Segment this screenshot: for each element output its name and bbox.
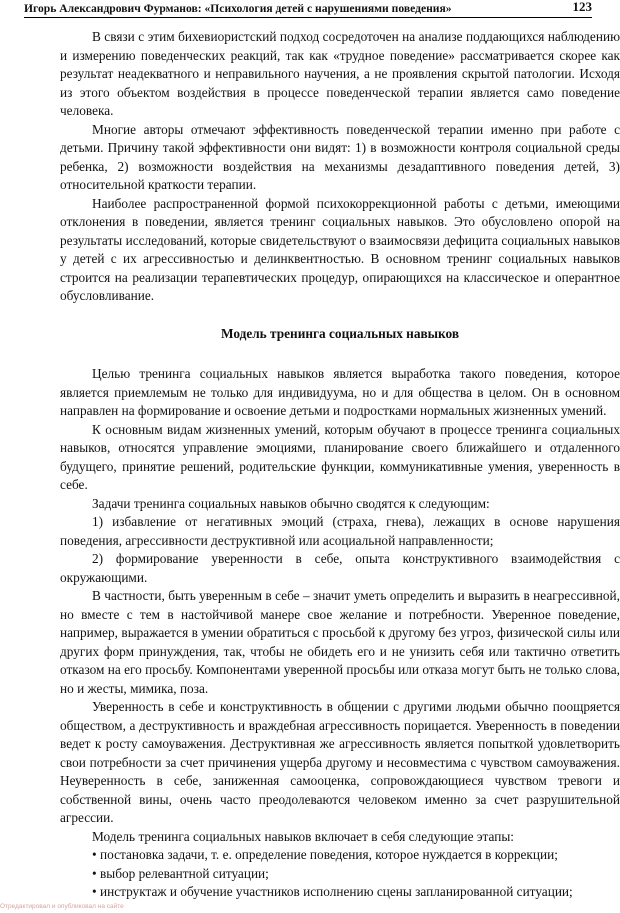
list-item: • постановка задачи, т. е. определение поведения, которое нуждается в коррекции; xyxy=(92,847,558,862)
paragraph: Уверенность в себе и конструктивность в общении с другими людьми обычно поощряется обществом, а деструктивность и враждебная агрессивность порицается. Уверенность в поведении ведет к росту самоуважения. Деструктивная же агрессивность является попыткой удовлетворить свои потребности за счет причинения ущерба другому и несовместима с чувством самоуважения. Неуверенность в себе, заниженная самооценка, сопровождающиеся чувством тревоги и собственной вины, очень часто преодолеваются человеком именно за счет разрушительной агрессии. xyxy=(60,699,620,825)
running-title: Игорь Александрович Фурманов: «Психология детей с нарушениями поведения» xyxy=(24,2,452,15)
page-body xyxy=(60,28,620,902)
paragraph: Целью тренинга социальных навыков является выработка такого поведения, которое является приемлемым не только для индивидуума, но и для общества в целом. Он в основном направлен на формирование и освоение детьми и подростками нормальных жизненных умений. xyxy=(60,366,620,418)
page-number: 123 xyxy=(572,0,592,14)
section-heading: Модель тренинга социальных навыков xyxy=(220,325,460,341)
paragraph: Модель тренинга социальных навыков включает в себя следующие этапы: xyxy=(92,828,515,844)
list-item: • инструктаж и обучение участников исполнению сцены запланированной ситуации; xyxy=(92,884,573,899)
paragraph: В связи с этим бихевиористский подход сосредоточен на анализе поддающихся наблюдению и измерению поведенческих реакций, так как «трудное поведение» рассматривается скорее как результат неадекватного и неправильного научения, а не проявления скрытой патологии. Исходя из этого объектом воздействия в процессе поведенческой терапии является само поведение человека. xyxy=(60,29,620,118)
footer-text: Отредактировал и опубликовал на сайте xyxy=(0,903,124,910)
paragraph: Задачи тренинга социальных навыков обычно сводятся к следующим: xyxy=(92,495,490,511)
paragraph: 2) формирование уверенности в себе, опыта конструктивного взаимодействия с окружающими. xyxy=(60,551,620,585)
paragraph: В частности, быть уверенным в себе – значит уметь определить и выразить в неагрессивной, но вместе с тем в настойчивой манере свое желание и потребности. Уверенное поведение, например, выражается в умении обратиться с просьбой к другому без угроз, физической силы или других форм принуждения, так, чтобы не обидеть его и не унизить себя или тактично ответить отказом на его просьбу. Компонентами уверенной просьбы или отказа могут быть не только слова, но и жесты, мимика, поза. xyxy=(60,588,620,696)
paragraph: Многие авторы отмечают эффективность поведенческой терапии именно при работе с детьми. Причину такой эффективности они видят: 1) в возможности контроля социальной среды ребенка, 2) возможности воздействия на механизмы дезадаптивного поведения детей, 3) относительной краткости терапии. xyxy=(60,121,620,192)
paragraph: 1) избавление от негативных эмоций (страха, гнева), лежащих в основе нарушения поведения, агрессивности деструктивной или асоциальной направленности; xyxy=(60,514,620,548)
list-item: • выбор релевантной ситуации; xyxy=(92,865,269,881)
paragraph: Наиболее распространенной формой психокоррекционной работы с детьми, имеющими отклонения в поведении, является тренинг социальных навыков. Это обусловлено опорой на результаты исследований, которые свидетельствуют о взаимосвязи дефицита социальных навыков у детей с их агрессивностью и делинквентностью. В основном тренинг социальных навыков строится на реализации терапевтических процедур, опирающихся на классическое и оперантное обусловливание. xyxy=(60,195,620,303)
publisher-footer xyxy=(0,902,124,911)
paragraph: К основным видам жизненных умений, которым обучают в процессе тренинга социальных навыков, относятся управление эмоциями, планирование своего ближайшего и отдаленного будущего, принятие решений, родительские функции, коммуникативные умения, уверенность в себе. xyxy=(60,421,620,492)
page-header xyxy=(24,0,592,18)
